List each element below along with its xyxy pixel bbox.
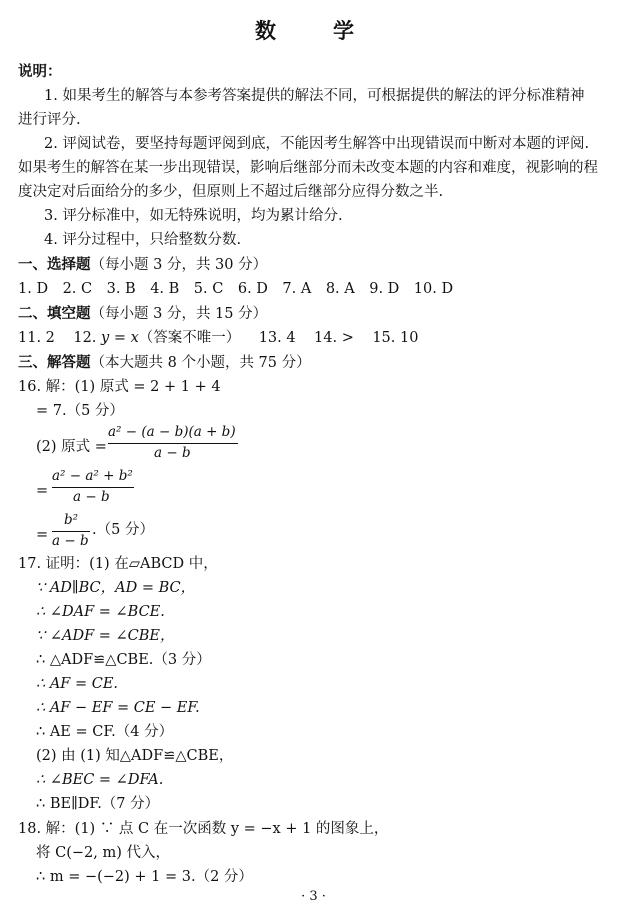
note-line: 度决定对后面给分的多少，但原则上不超过后继部分应得分数之半. [18, 184, 444, 200]
answer-12-prefix: 12. [73, 330, 102, 346]
page-number: · 3 · [301, 889, 326, 904]
q16-fraction-2-denominator: a − b [73, 489, 110, 505]
q18-line: 将 C(−2, m) 代入， [36, 845, 170, 861]
fill-answers [18, 329, 418, 347]
note-line: 3. 评分标准中，如无特殊说明，均为累计给分. [44, 208, 343, 224]
q17-line: ∴ AF − EF = CE − EF. [36, 700, 200, 716]
note-line: 1. 如果考生的解答与本参考答案提供的解法不同，可根据提供的解法的评分标准精神 [44, 88, 585, 104]
q16-fraction-1-numerator: a² − (a − b)(a + b) [108, 424, 236, 440]
note-line: 如果考生的解答在某一步出现错误，影响后继部分而未改变本题的内容和难度，视影响的程 [18, 160, 598, 176]
section-fill-heading: 二、填空题 [18, 306, 91, 322]
q16-line-1: 16. 解：(1) 原式 = 2 + 1 + 4 [18, 379, 221, 395]
section-choice [18, 256, 267, 274]
fraction-bar [108, 443, 238, 444]
q16-line-2: = 7.（5 分） [36, 403, 124, 419]
section-solve-note: （本大题共 8 个小题，共 75 分） [90, 355, 311, 371]
q17-line: ∴ △ADF≌△CBE.（3 分） [36, 652, 211, 668]
section-solve [18, 354, 311, 372]
q17-line: 17. 证明：(1) 在▱ABCD 中， [18, 556, 218, 572]
q16-fraction-3-denominator: a − b [52, 533, 89, 549]
q16-fraction-1-denominator: a − b [154, 445, 191, 461]
q17-line: ∵ ∠ADF = ∠CBE， [36, 628, 175, 644]
note-line: 4. 评分过程中，只给整数分数. [44, 232, 242, 248]
q17-line: ∴ AE = CF.（4 分） [36, 724, 174, 740]
section-solve-heading: 三、解答题 [18, 355, 91, 371]
q18-line: 18. 解：(1) ∵ 点 C 在一次函数 y = −x + 1 的图象上， [18, 821, 389, 837]
q16-equals-2: = [36, 483, 49, 499]
q17-line: (2) 由 (1) 知△ADF≌△CBE， [36, 748, 234, 764]
q16-fraction-3-numerator: b² [64, 512, 79, 528]
note-line: 2. 评阅试卷，要坚持每题评阅到底，不能因考生解答中出现错误而中断对本题的评阅. [44, 136, 590, 152]
q17-line: ∴ BE∥DF.（7 分） [36, 796, 160, 812]
fraction-bar [52, 487, 134, 488]
section-fill [18, 305, 267, 323]
section-fill-note: （每小题 3 分，共 15 分） [90, 306, 268, 322]
q17-line: ∵ AD∥BC，AD = BC， [36, 580, 196, 596]
answer-11: 11. 2 [18, 330, 55, 346]
page-title: 数 学 [255, 19, 372, 43]
q16-fraction-2-numerator: a² − a² + b² [52, 468, 133, 484]
q16-fraction-3-suffix: .（5 分） [92, 522, 154, 538]
note-line: 进行评分. [18, 112, 81, 128]
q16-part2-prefix: (2) 原式 = [36, 439, 107, 455]
notes-heading: 说明： [18, 64, 62, 80]
answer-12-math: y = x [101, 330, 139, 346]
q16-equals-3: = [36, 527, 49, 543]
answer-15: 15. 10 [372, 330, 419, 346]
section-choice-heading: 一、选择题 [18, 257, 91, 273]
choice-answers: 1. D 2. C 3. B 4. B 5. C 6. D 7. A 8. A 9. D 10. D [18, 281, 454, 297]
q17-line: ∴ ∠DAF = ∠BCE. [36, 604, 165, 620]
q17-line: ∴ ∠BEC = ∠DFA. [36, 772, 164, 788]
fraction-bar [52, 531, 90, 532]
answer-12-note: （答案不唯一） [138, 330, 241, 346]
q17-line: ∴ AF = CE. [36, 676, 119, 692]
q18-line: ∴ m = −(−2) + 1 = 3.（2 分） [36, 869, 253, 885]
answer-13: 13. 4 [258, 330, 296, 346]
section-choice-note: （每小题 3 分，共 30 分） [90, 257, 268, 273]
answer-14: 14. > [314, 330, 354, 346]
